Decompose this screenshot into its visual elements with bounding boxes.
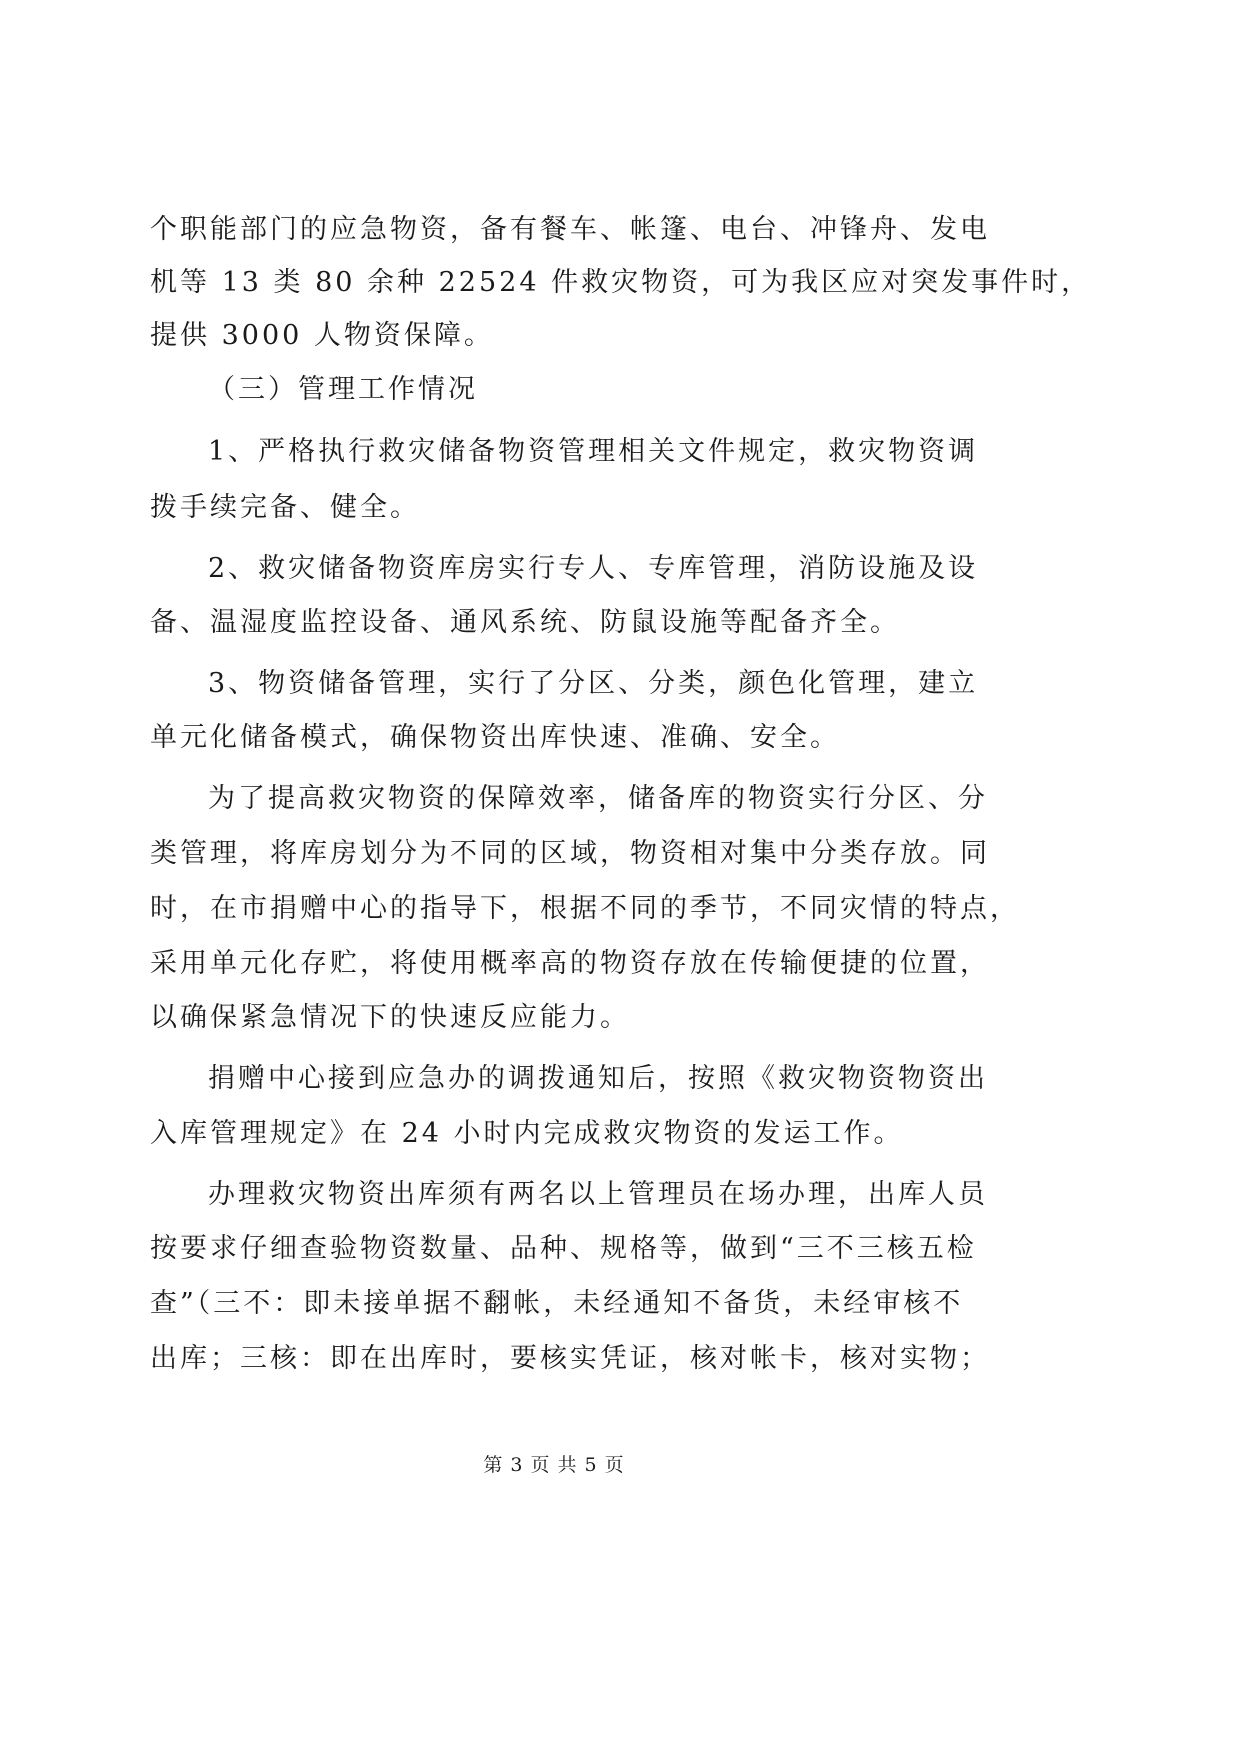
text-line: 办理救灾物资出库须有两名以上管理员在场办理，出库人员 bbox=[208, 1179, 988, 1210]
text-line: 入库管理规定》在 24 小时内完成救灾物资的发运工作。 bbox=[150, 1118, 904, 1149]
text-line: 查”（三不：即未接单据不翻帐，未经通知不备货，未经审核不 bbox=[150, 1288, 964, 1319]
text-line: 个职能部门的应急物资，备有餐车、帐篷、电台、冲锋舟、发电 bbox=[150, 214, 990, 245]
text-line: 类管理，将库房划分为不同的区域，物资相对集中分类存放。同 bbox=[150, 838, 990, 869]
text-line: 以确保紧急情况下的快速反应能力。 bbox=[150, 1002, 630, 1033]
text-line: 时，在市捐赠中心的指导下，根据不同的季节，不同灾情的特点， bbox=[150, 893, 1020, 924]
text-line: 3、物资储备管理，实行了分区、分类，颜色化管理，建立 bbox=[208, 668, 979, 699]
page-number: 第 3 页 共 5 页 bbox=[483, 1454, 625, 1476]
text-line: 出库；三核：即在出库时，要核实凭证，核对帐卡，核对实物； bbox=[150, 1343, 990, 1374]
text-line: 采用单元化存贮，将使用概率高的物资存放在传输便捷的位置， bbox=[150, 948, 990, 979]
text-line: 备、温湿度监控设备、通风系统、防鼠设施等配备齐全。 bbox=[150, 607, 900, 638]
text-line: 提供 3000 人物资保障。 bbox=[150, 320, 494, 351]
text-line: 为了提高救灾物资的保障效率，储备库的物资实行分区、分 bbox=[208, 783, 988, 814]
text-line: 捐赠中心接到应急办的调拨通知后，按照《救灾物资物资出 bbox=[208, 1063, 988, 1094]
text-line: 按要求仔细查验物资数量、品种、规格等，做到“三不三核五检 bbox=[150, 1233, 977, 1264]
text-line: 1、严格执行救灾储备物资管理相关文件规定，救灾物资调 bbox=[208, 436, 979, 467]
text-line: 单元化储备模式，确保物资出库快速、准确、安全。 bbox=[150, 722, 840, 753]
section-heading: （三）管理工作情况 bbox=[208, 374, 478, 405]
text-line: 机等 13 类 80 余种 22524 件救灾物资，可为我区应对突发事件时， bbox=[150, 267, 1092, 298]
text-line: 拨手续完备、健全。 bbox=[150, 492, 420, 523]
text-line: 2、救灾储备物资库房实行专人、专库管理，消防设施及设 bbox=[208, 553, 979, 584]
